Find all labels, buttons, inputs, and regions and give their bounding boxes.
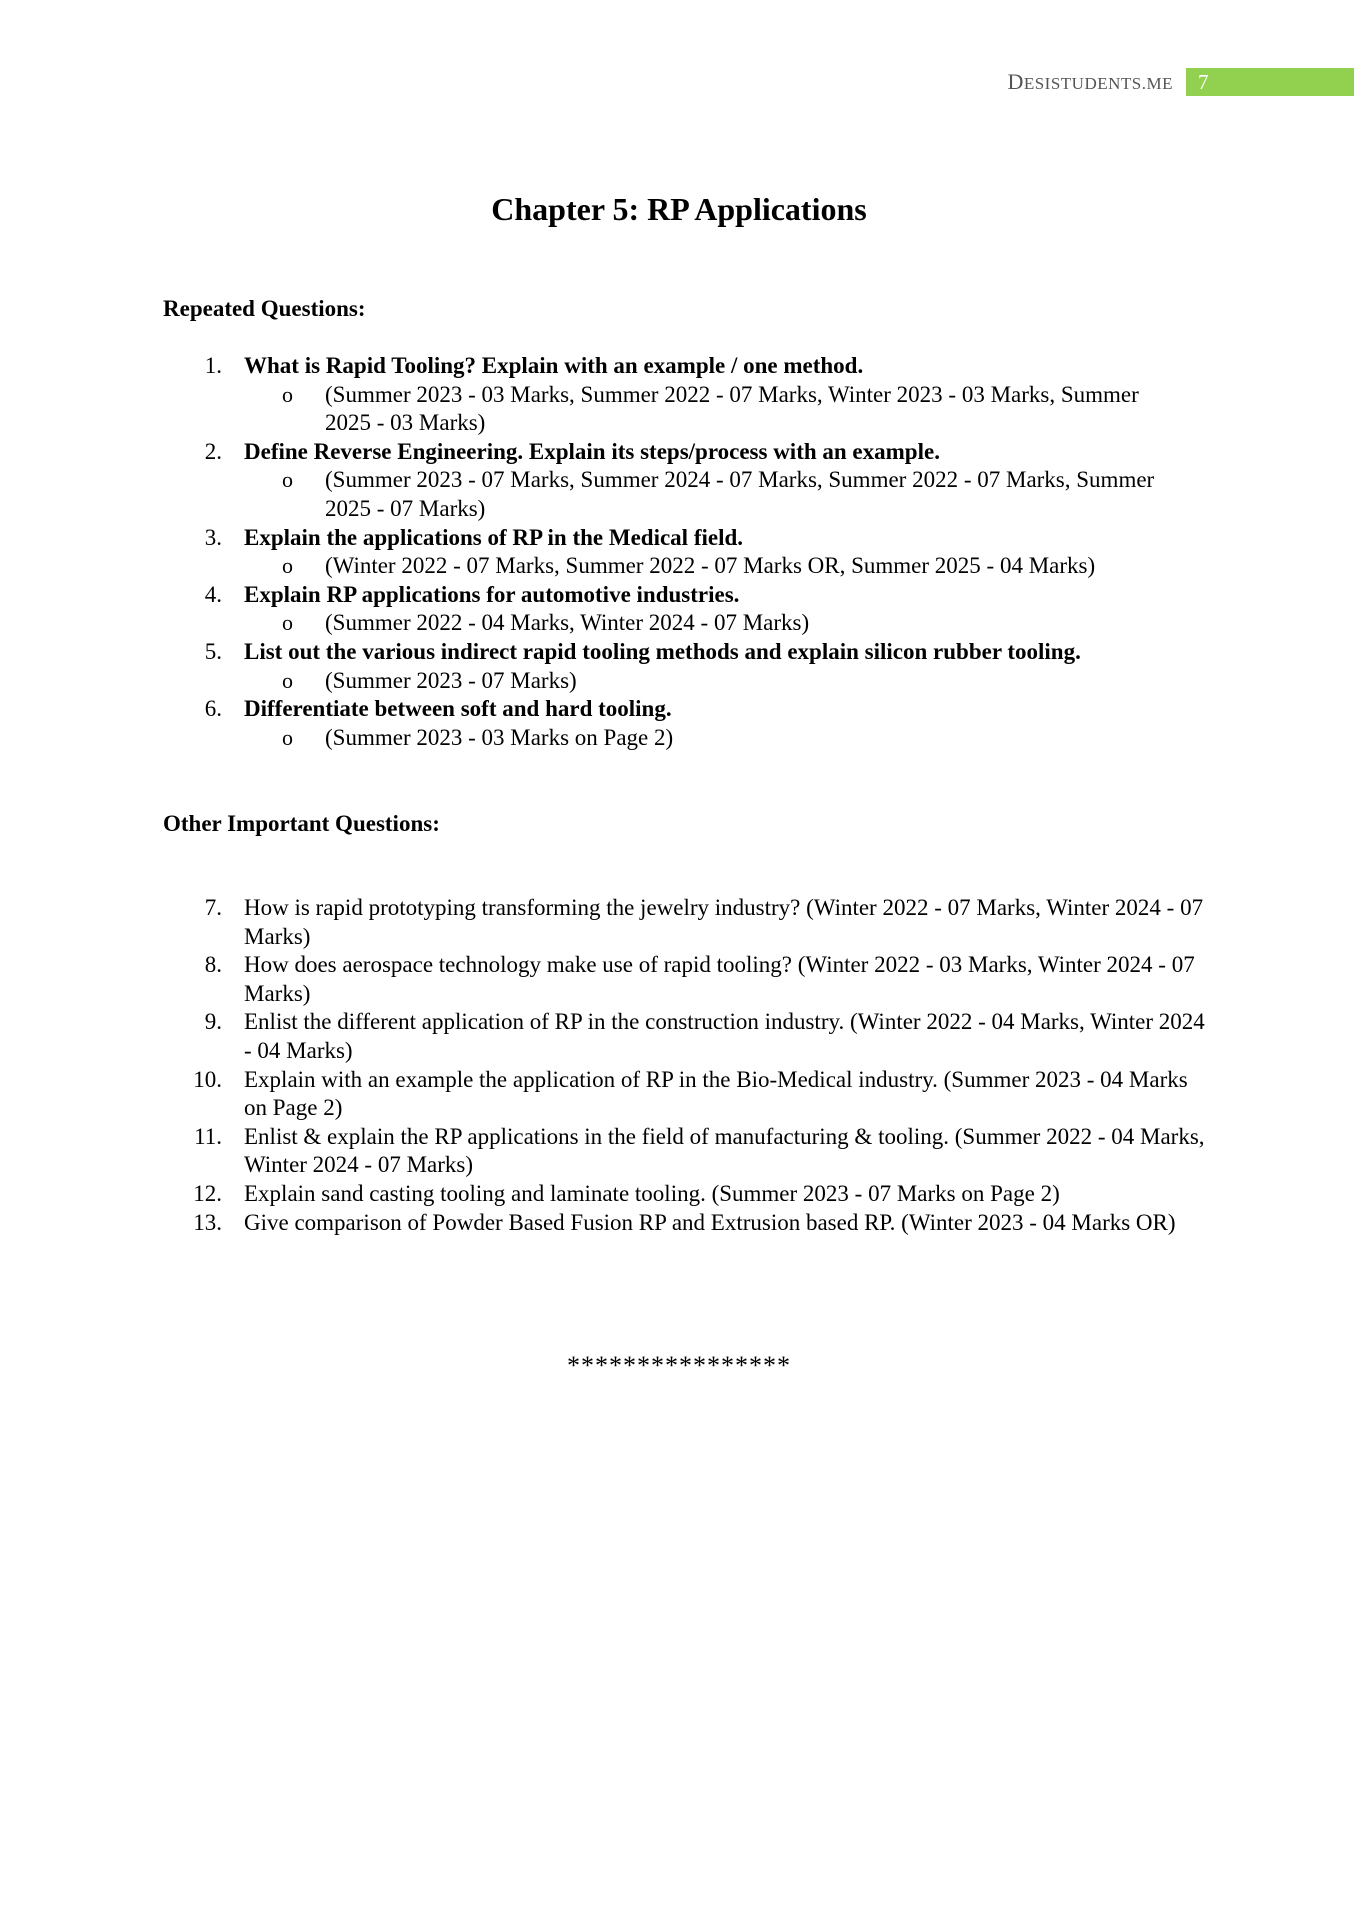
question-number: 11. bbox=[194, 1123, 222, 1149]
site-name-tld: ME bbox=[1146, 74, 1173, 93]
question-text: What is Rapid Tooling? Explain with an example / one method. bbox=[244, 353, 864, 378]
detail-text: (Summer 2023 - 03 Marks, Summer 2022 - 07 Marks, Winter 2023 - 03 Marks, Summer 2025 - 03 Marks) bbox=[325, 381, 1139, 436]
question-text: Explain the applications of RP in the Medical field. bbox=[244, 524, 744, 550]
list-item bbox=[163, 524, 1213, 581]
question-number: 5. bbox=[204, 638, 222, 664]
list-item bbox=[163, 1123, 1213, 1180]
question-text: Enlist the different application of RP in the construction industry. (Winter 2022 - 04 Marks, Winter 2024 - 04 Marks) bbox=[244, 1009, 1205, 1063]
question-number: 9. bbox=[204, 1009, 222, 1035]
question-text: Give comparison of Powder Based Fusion RP and Extrusion based RP. (Winter 2023 - 04 Marks OR) bbox=[244, 1209, 1176, 1235]
list-item bbox=[163, 352, 1213, 438]
detail-text: (Summer 2023 - 03 Marks on Page 2) bbox=[325, 724, 674, 750]
other-questions-list bbox=[163, 894, 1213, 1237]
question-number: 7. bbox=[204, 895, 222, 920]
site-name-dot: . bbox=[1141, 74, 1147, 93]
other-questions-heading: Other Important Questions: bbox=[163, 811, 440, 836]
question-number: 12. bbox=[193, 1180, 222, 1206]
site-name-rest: ESISTUDENTS bbox=[1023, 74, 1142, 93]
site-name bbox=[880, 69, 1173, 95]
question-detail bbox=[244, 466, 1213, 523]
question-text: Explain sand casting tooling and laminate tooling. (Summer 2023 - 07 Marks on Page 2) bbox=[244, 1180, 1060, 1206]
question-number: 6. bbox=[204, 696, 222, 722]
question-text: Explain with an example the application of RP in the Bio-Medical industry. (Summer 2023 - 04 Marks on Page 2) bbox=[244, 1066, 1188, 1121]
question-number: 10. bbox=[193, 1066, 222, 1092]
detail-text: (Winter 2022 - 07 Marks, Summer 2022 - 07 Marks OR, Summer 2025 - 04 Marks) bbox=[325, 553, 1096, 579]
question-text: Differentiate between soft and hard tooling. bbox=[244, 696, 672, 722]
question-text: Explain RP applications for automotive industries. bbox=[244, 581, 740, 607]
bullet-icon: o bbox=[282, 667, 293, 693]
list-item bbox=[163, 951, 1213, 1008]
list-item bbox=[163, 638, 1213, 695]
repeated-questions-heading: Repeated Questions: bbox=[163, 296, 366, 321]
bullet-icon: o bbox=[282, 381, 293, 407]
detail-text: (Summer 2022 - 04 Marks, Winter 2024 - 07 Marks) bbox=[325, 610, 810, 636]
question-number: 13. bbox=[193, 1209, 222, 1235]
site-name-initial: D bbox=[1007, 69, 1024, 94]
repeated-questions-list bbox=[163, 352, 1213, 752]
question-text: Enlist & explain the RP applications in the field of manufacturing & tooling. (Summer 2022 - 04 Marks, Winter 2024 - 07 Marks) bbox=[244, 1123, 1205, 1178]
detail-text: (Summer 2023 - 07 Marks, Summer 2024 - 07 Marks, Summer 2022 - 07 Marks, Summer 2025 - 07 Marks) bbox=[325, 467, 1155, 521]
page-number-badge bbox=[1186, 68, 1354, 96]
list-item bbox=[163, 1008, 1213, 1065]
question-detail bbox=[244, 381, 1213, 438]
list-item bbox=[163, 581, 1213, 638]
question-text: How is rapid prototyping transforming the jewelry industry? (Winter 2022 - 07 Marks, Winter 2024 - 07 Marks) bbox=[244, 895, 1204, 949]
chapter-title: Chapter 5: RP Applications bbox=[491, 191, 867, 227]
question-number: 1. bbox=[204, 353, 222, 378]
list-item bbox=[163, 1180, 1213, 1209]
question-number: 4. bbox=[204, 581, 222, 607]
bullet-icon: o bbox=[282, 724, 293, 750]
list-item bbox=[163, 1066, 1213, 1123]
bullet-icon: o bbox=[282, 467, 293, 493]
question-detail bbox=[244, 552, 1213, 581]
list-item bbox=[163, 1209, 1213, 1238]
list-item bbox=[163, 894, 1213, 951]
question-detail bbox=[244, 609, 1213, 638]
detail-text: (Summer 2023 - 07 Marks) bbox=[325, 667, 577, 693]
question-text: List out the various indirect rapid tooling methods and explain silicon rubber tooling. bbox=[244, 638, 1081, 664]
question-detail bbox=[244, 724, 1213, 753]
question-detail bbox=[244, 667, 1213, 696]
question-number: 8. bbox=[204, 952, 222, 978]
list-item bbox=[163, 695, 1213, 752]
question-number: 3. bbox=[204, 524, 222, 550]
page-number: 7 bbox=[1198, 70, 1209, 94]
section-end-stars: **************** bbox=[567, 1351, 791, 1380]
question-number: 2. bbox=[204, 438, 222, 464]
question-text: Define Reverse Engineering. Explain its steps/process with an example. bbox=[244, 438, 940, 464]
question-text: How does aerospace technology make use of rapid tooling? (Winter 2022 - 03 Marks, Winter 2024 - 07 Marks) bbox=[244, 952, 1195, 1006]
list-item bbox=[163, 438, 1213, 524]
bullet-icon: o bbox=[282, 610, 293, 636]
bullet-icon: o bbox=[282, 553, 293, 579]
